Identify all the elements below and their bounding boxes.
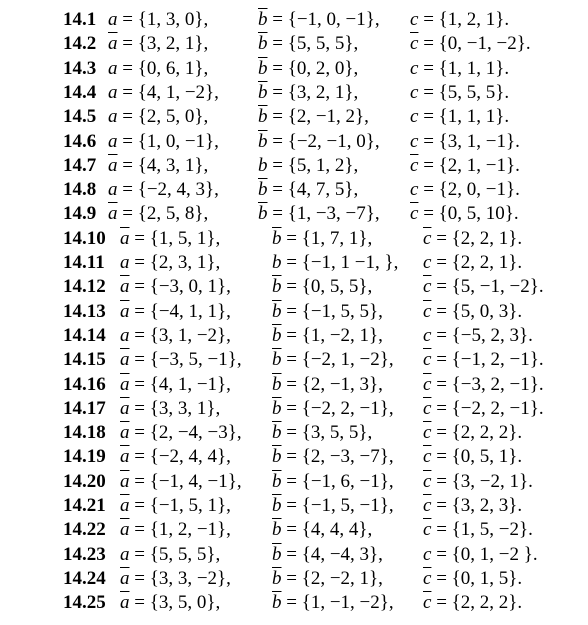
vector-a-components: = {−1, 4, −1},: [129, 470, 242, 492]
problem-row: [0, 324, 588, 348]
vector-b-components: = {1, −1, −2},: [281, 592, 394, 614]
vector-c-symbol: c: [423, 543, 432, 565]
vector-c-symbol: $\overline{c}$: [423, 227, 432, 249]
vector-c-definition: [423, 591, 522, 615]
vector-b-components: = {0, 2, 0},: [267, 57, 359, 79]
vector-a-symbol: a: [108, 130, 118, 152]
vector-a-components: = {0, 6, 1},: [117, 57, 209, 79]
vector-a-definition: [120, 397, 220, 421]
vector-c-symbol: c: [410, 9, 419, 30]
vector-c-symbol: $\overline{c}$: [423, 446, 432, 468]
vector-b-components: = {2, −2, 1},: [281, 567, 383, 589]
vector-b-symbol: $\overline{b}$: [272, 422, 282, 444]
problem-row: [0, 130, 588, 154]
problem-number: 14.20: [63, 470, 106, 492]
vector-a-definition: [108, 8, 208, 32]
vector-c-definition: [410, 154, 520, 178]
vector-b-components: = {2, −1, 2},: [267, 106, 369, 128]
vector-b-symbol: $\overline{b}$: [272, 446, 282, 468]
vector-b-symbol: $\overline{b}$: [272, 567, 282, 589]
vector-a-symbol: $\overline{a}$: [120, 397, 130, 419]
vector-c-definition: [410, 130, 520, 154]
vector-a-components: = {−3, 0, 1},: [129, 276, 231, 298]
vector-c-definition: [423, 518, 533, 542]
vector-c-definition: [423, 300, 522, 324]
vector-a-symbol: $\overline{a}$: [120, 422, 130, 444]
vector-c-definition: [410, 178, 520, 202]
vector-a-definition: [120, 470, 242, 494]
vector-a-definition: [108, 154, 208, 178]
vector-a-definition: [108, 32, 208, 56]
vector-b-definition: [272, 470, 394, 494]
vector-b-symbol: $\overline{b}$: [258, 9, 268, 30]
problem-number: 14.13: [63, 300, 106, 322]
vector-a-definition: [120, 543, 220, 567]
vector-a-components: = {3, 2, 1},: [117, 33, 209, 55]
vector-c-symbol: $\overline{c}$: [423, 470, 432, 492]
vector-a-symbol: a: [108, 57, 118, 79]
vector-c-components: = {3, −2, 1}.: [431, 470, 533, 492]
vector-c-components: = {0, −1, −2}.: [418, 33, 531, 55]
vector-a-symbol: $\overline{a}$: [108, 33, 118, 55]
vector-c-components: = {1, 1, 1}.: [418, 106, 510, 128]
vector-c-symbol: $\overline{c}$: [423, 519, 432, 541]
problem-number: 14.16: [63, 373, 106, 395]
vector-a-definition: [120, 227, 220, 251]
vector-a-components: = {−2, 4, 4},: [129, 446, 231, 468]
vector-c-definition: [410, 105, 509, 129]
vector-c-definition: [423, 251, 522, 275]
vector-b-definition: [272, 421, 372, 445]
problem-number: 14.17: [63, 397, 106, 419]
vector-c-symbol: $\overline{c}$: [410, 33, 419, 55]
vector-a-definition: [108, 202, 208, 226]
problem-row: [0, 421, 588, 445]
vector-b-symbol: $\overline{b}$: [272, 397, 282, 419]
vector-b-symbol: $\overline{b}$: [272, 470, 282, 492]
problem-number: 14.19: [63, 446, 106, 468]
vector-c-symbol: c: [410, 57, 419, 79]
vector-a-components: = {2, 5, 8},: [117, 203, 209, 225]
vector-a-symbol: $\overline{a}$: [120, 349, 130, 371]
problem-number: 14.22: [63, 519, 106, 541]
vector-b-components: = {−1, 6, −1},: [281, 470, 394, 492]
vector-a-symbol: $\overline{a}$: [120, 470, 130, 492]
vector-c-components: = {5, −1, −2}.: [431, 276, 544, 298]
vector-c-symbol: $\overline{c}$: [423, 373, 432, 395]
vector-a-definition: [108, 130, 219, 154]
problem-number: 14.11: [63, 252, 105, 273]
vector-c-components: = {0, 1, −2 }.: [431, 543, 538, 565]
vector-c-components: = {3, 1, −1}.: [418, 130, 520, 152]
vector-a-symbol: $\overline{a}$: [108, 203, 118, 225]
vector-b-components: = {4, 7, 5},: [267, 179, 359, 201]
vector-b-symbol: $\overline{b}$: [272, 592, 282, 614]
problem-row: [0, 81, 588, 105]
vector-a-symbol: a: [108, 81, 118, 103]
problem-number: 14.21: [63, 495, 106, 516]
vector-c-symbol: c: [410, 106, 419, 128]
vector-b-definition: [258, 178, 358, 202]
problem-row: [0, 275, 588, 299]
problem-number: 14.4: [63, 81, 97, 103]
vector-b-components: = {−1, 1 −1, },: [281, 252, 399, 273]
vector-c-definition: [410, 81, 509, 105]
vector-b-definition: [272, 494, 394, 518]
vector-c-definition: [423, 543, 538, 567]
vector-c-symbol: $\overline{c}$: [423, 276, 432, 298]
vector-a-components: = {4, 1, −1},: [129, 373, 231, 395]
vector-c-components: = {5, 0, 3}.: [431, 300, 523, 322]
problem-number: 14.24: [63, 567, 106, 589]
vector-a-symbol: $\overline{a}$: [108, 154, 118, 176]
vector-b-components: = {−1, 5, 5},: [281, 300, 383, 322]
vector-c-components: = {3, 2, 3}.: [431, 495, 523, 516]
problem-row: [0, 178, 588, 202]
vector-a-symbol: a: [120, 543, 130, 565]
vector-c-symbol: $\overline{c}$: [410, 203, 419, 225]
vector-a-symbol: a: [120, 324, 130, 346]
vector-b-components: = {4, −4, 3},: [281, 543, 383, 565]
vector-c-components: = {−5, 2, 3}.: [431, 324, 533, 346]
problem-row: [0, 154, 588, 178]
vector-c-symbol: c: [410, 81, 419, 103]
problem-row: [0, 105, 588, 129]
problem-number: 14.6: [63, 130, 97, 152]
vector-b-components: = {−2, 1, −2},: [281, 349, 394, 371]
vector-b-components: = {3, 2, 1},: [267, 81, 359, 103]
vector-a-symbol: $\overline{a}$: [120, 300, 130, 322]
vector-a-definition: [120, 373, 231, 397]
vector-a-components: = {5, 5, 5},: [129, 543, 221, 565]
vector-c-symbol: $\overline{c}$: [423, 495, 432, 516]
vector-b-symbol: b: [272, 252, 282, 273]
vector-b-symbol: $\overline{b}$: [258, 203, 268, 225]
vector-a-definition: [108, 81, 219, 105]
vector-b-definition: [272, 275, 372, 299]
vector-c-components: = {2, 2, 2}.: [431, 592, 523, 614]
problem-row: [0, 251, 588, 275]
vector-c-components: = {0, 5, 10}.: [418, 203, 519, 225]
vector-c-definition: [423, 470, 533, 494]
problem-row: [0, 373, 588, 397]
vector-a-definition: [120, 494, 231, 518]
vector-b-definition: [272, 445, 394, 469]
vector-c-definition: [423, 397, 544, 421]
vector-c-components: = {1, 5, −2}.: [431, 519, 533, 541]
problem-row: [0, 591, 588, 615]
vector-b-symbol: $\overline{b}$: [272, 349, 282, 371]
vector-b-components: = {1, −3, −7},: [267, 203, 380, 225]
problem-number: 14.14: [63, 324, 106, 346]
vector-b-components: = {1, −2, 1},: [281, 324, 383, 346]
problem-row: [0, 300, 588, 324]
vector-c-symbol: c: [423, 252, 432, 273]
vector-a-components: = {1, 5, 1},: [129, 227, 221, 249]
vector-b-components: = {1, 7, 1},: [281, 227, 373, 249]
vector-b-definition: [258, 202, 380, 226]
vector-b-definition: [272, 567, 383, 591]
vector-b-symbol: $\overline{b}$: [272, 495, 282, 516]
vector-b-symbol: $\overline{b}$: [258, 57, 268, 79]
vector-b-definition: [272, 373, 383, 397]
problem-number: 14.2: [63, 33, 97, 55]
vector-c-components: = {−3, 2, −1}.: [431, 373, 544, 395]
vector-a-definition: [108, 105, 208, 129]
vector-b-definition: [272, 227, 372, 251]
vector-b-symbol: $\overline{b}$: [272, 300, 282, 322]
vector-a-symbol: $\overline{a}$: [120, 495, 130, 516]
vector-b-components: = {−1, 5, −1},: [281, 495, 394, 516]
vector-c-definition: [410, 57, 509, 81]
vector-b-components: = {4, 4, 4},: [281, 519, 373, 541]
vector-c-definition: [410, 32, 531, 56]
vector-a-components: = {2, 5, 0},: [117, 106, 209, 128]
problem-number: 14.1: [63, 9, 97, 30]
problem-row: [0, 202, 588, 226]
vector-b-definition: [258, 105, 369, 129]
vector-a-definition: [120, 324, 231, 348]
vector-a-definition: [120, 421, 242, 445]
vector-c-components: = {0, 1, 5}.: [431, 567, 523, 589]
vector-b-definition: [258, 130, 380, 154]
vector-c-components: = {1, 1, 1}.: [418, 57, 510, 79]
vector-b-components: = {5, 1, 2},: [267, 154, 359, 176]
vector-a-symbol: $\overline{a}$: [120, 592, 130, 614]
vector-b-components: = {−2, 2, −1},: [281, 397, 394, 419]
problem-row: [0, 57, 588, 81]
vector-b-definition: [272, 348, 394, 372]
vector-b-symbol: $\overline{b}$: [272, 519, 282, 541]
problem-number: 14.15: [63, 349, 106, 371]
vector-b-symbol: $\overline{b}$: [272, 373, 282, 395]
vector-a-definition: [120, 348, 242, 372]
vector-c-definition: [423, 373, 544, 397]
problem-number: 14.23: [63, 543, 106, 565]
vector-b-symbol: $\overline{b}$: [272, 276, 282, 298]
vector-c-components: = {2, 2, 1}.: [431, 227, 523, 249]
problem-number: 14.3: [63, 57, 97, 79]
vector-c-definition: [423, 348, 544, 372]
vector-c-definition: [410, 8, 509, 32]
vector-a-symbol: $\overline{a}$: [120, 373, 130, 395]
vector-c-definition: [423, 445, 522, 469]
vector-a-definition: [120, 567, 231, 591]
vector-b-definition: [258, 154, 358, 178]
vector-b-symbol: $\overline{b}$: [258, 130, 268, 152]
vector-a-components: = {3, 3, 1},: [129, 397, 221, 419]
vector-a-definition: [120, 591, 220, 615]
vector-b-definition: [272, 300, 383, 324]
vector-c-symbol: $\overline{c}$: [423, 422, 432, 444]
vector-b-components: = {−1, 0, −1},: [267, 9, 380, 30]
vector-a-components: = {−1, 5, 1},: [129, 495, 231, 516]
vector-a-definition: [108, 178, 219, 202]
problem-row: [0, 567, 588, 591]
problem-number: 14.12: [63, 276, 106, 298]
vector-a-components: = {−3, 5, −1},: [129, 349, 242, 371]
vector-b-definition: [272, 543, 383, 567]
vector-c-definition: [423, 567, 522, 591]
vector-c-symbol: $\overline{c}$: [410, 154, 419, 176]
vector-b-symbol: $\overline{b}$: [258, 106, 268, 128]
vector-c-components: = {2, 2, 2}.: [431, 422, 523, 444]
problem-row: [0, 470, 588, 494]
vector-c-symbol: c: [423, 324, 432, 346]
vector-a-definition: [108, 57, 208, 81]
vector-a-definition: [120, 518, 231, 542]
vector-b-definition: [258, 57, 358, 81]
problem-row: [0, 494, 588, 518]
vector-b-definition: [272, 518, 372, 542]
vector-a-components: = {2, −4, −3},: [129, 422, 242, 444]
vector-b-definition: [272, 251, 398, 275]
vector-a-components: = {4, 3, 1},: [117, 154, 209, 176]
vector-a-definition: [120, 251, 220, 275]
vector-c-symbol: $\overline{c}$: [423, 592, 432, 614]
vector-a-symbol: $\overline{a}$: [120, 446, 130, 468]
vector-c-components: = {−2, 2, −1}.: [431, 397, 544, 419]
problem-number: 14.18: [63, 422, 106, 444]
vector-c-components: = {2, 1, −1}.: [418, 154, 520, 176]
vector-a-components: = {3, 1, −2},: [129, 324, 231, 346]
vector-a-components: = {2, 3, 1},: [129, 252, 221, 273]
vector-c-definition: [423, 275, 544, 299]
vector-b-symbol: b: [258, 154, 268, 176]
vector-b-definition: [258, 8, 380, 32]
vector-b-components: = {0, 5, 5},: [281, 276, 373, 298]
vector-c-components: = {0, 5, 1}.: [431, 446, 523, 468]
vector-b-symbol: $\overline{b}$: [272, 227, 282, 249]
vector-c-definition: [423, 227, 522, 251]
vector-a-components: = {4, 1, −2},: [117, 81, 219, 103]
vector-b-definition: [258, 32, 358, 56]
problem-row: [0, 543, 588, 567]
vector-c-components: = {2, 2, 1}.: [431, 252, 523, 273]
vector-c-symbol: $\overline{c}$: [423, 567, 432, 589]
vector-a-definition: [120, 275, 231, 299]
problem-number: 14.5: [63, 106, 97, 128]
vector-a-components: = {1, 0, −1},: [117, 130, 219, 152]
vector-a-symbol: $\overline{a}$: [120, 567, 130, 589]
vector-c-definition: [423, 494, 522, 518]
problem-row: [0, 445, 588, 469]
problem-row: [0, 8, 588, 32]
vector-b-components: = {5, 5, 5},: [267, 33, 359, 55]
vector-a-components: = {3, 3, −2},: [129, 567, 231, 589]
vector-b-components: = {2, −3, −7},: [281, 446, 394, 468]
problem-number: 14.10: [63, 227, 106, 249]
vector-a-symbol: a: [108, 179, 118, 201]
vector-a-components: = {1, 3, 0},: [117, 9, 209, 30]
problem-row: [0, 397, 588, 421]
vector-a-symbol: a: [108, 106, 118, 128]
problem-number: 14.8: [63, 179, 97, 201]
vector-a-symbol: $\overline{a}$: [120, 276, 130, 298]
vector-b-definition: [272, 397, 394, 421]
vector-c-symbol: c: [410, 179, 419, 201]
vector-a-symbol: a: [120, 252, 130, 273]
vector-b-symbol: $\overline{b}$: [258, 81, 268, 103]
vector-c-components: = {1, 2, 1}.: [418, 9, 510, 30]
vector-c-components: = {2, 0, −1}.: [418, 179, 520, 201]
vector-a-components: = {−4, 1, 1},: [129, 300, 231, 322]
vector-a-components: = {−2, 4, 3},: [117, 179, 219, 201]
problem-row: [0, 348, 588, 372]
vector-b-symbol: $\overline{b}$: [272, 543, 282, 565]
problem-number: 14.9: [63, 203, 97, 225]
vector-c-definition: [423, 421, 522, 445]
problem-number: 14.25: [63, 592, 106, 614]
problem-row: [0, 32, 588, 56]
vector-a-components: = {3, 5, 0},: [129, 592, 221, 614]
vector-a-symbol: a: [108, 9, 118, 30]
vector-b-definition: [272, 324, 383, 348]
vector-b-components: = {3, 5, 5},: [281, 422, 373, 444]
vector-a-definition: [120, 445, 231, 469]
vector-b-definition: [258, 81, 358, 105]
vector-c-definition: [410, 202, 519, 226]
vector-b-components: = {2, −1, 3},: [281, 373, 383, 395]
vector-b-symbol: $\overline{b}$: [258, 33, 268, 55]
problem-row: [0, 227, 588, 251]
vector-c-definition: [423, 324, 533, 348]
vector-a-definition: [120, 300, 231, 324]
vector-c-symbol: c: [410, 130, 419, 152]
vector-c-symbol: $\overline{c}$: [423, 300, 432, 322]
vector-a-symbol: $\overline{a}$: [120, 519, 130, 541]
vector-b-definition: [272, 591, 394, 615]
vector-c-symbol: $\overline{c}$: [423, 397, 432, 419]
vector-a-components: = {1, 2, −1},: [129, 519, 231, 541]
vector-a-symbol: $\overline{a}$: [120, 227, 130, 249]
problem-row: [0, 518, 588, 542]
vector-c-components: = {5, 5, 5}.: [418, 81, 510, 103]
vector-b-symbol: $\overline{b}$: [272, 324, 282, 346]
vector-c-symbol: $\overline{c}$: [423, 349, 432, 371]
vector-c-components: = {−1, 2, −1}.: [431, 349, 544, 371]
problem-number: 14.7: [63, 154, 97, 176]
vector-b-components: = {−2, −1, 0},: [267, 130, 380, 152]
vector-b-symbol: $\overline{b}$: [258, 179, 268, 201]
